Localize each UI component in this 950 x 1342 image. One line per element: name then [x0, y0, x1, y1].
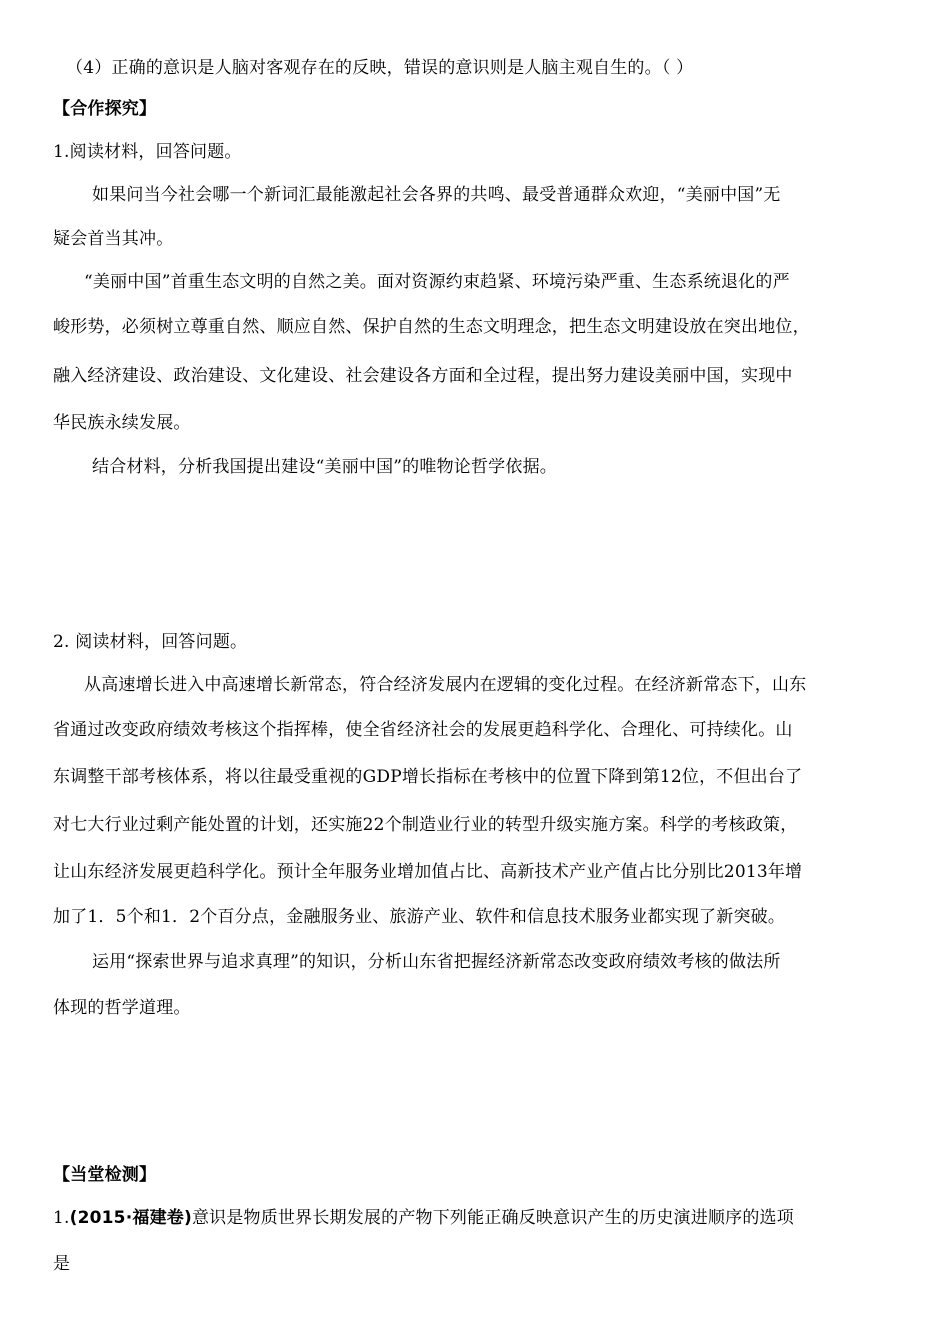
check-question-1 — [53, 1206, 898, 1230]
material-1-line-5: 融入经济建设、政治建设、文化建设、社会建设各方面和全过程，提出努力建设美丽中国，实现中 — [53, 366, 793, 386]
check-question-1-number: 1. — [53, 1208, 70, 1228]
material-2-line-5: 让山东经济发展更趋科学化。预计全年服务业增加值占比、高新技术产业产值占比分别比2013年增 — [53, 862, 803, 882]
question-1-ask: 结合材料，分析我国提出建设“美丽中国”的唯物论哲学依据。 — [92, 457, 557, 477]
question-2-prompt: 2. 阅读材料，回答问题。 — [53, 632, 248, 652]
material-2-line-4: 对七大行业过剩产能处置的计划，还实施22个制造业行业的转型升级实施方案。科学的考核政策， — [53, 815, 798, 835]
material-1-line-6: 华民族永续发展。 — [53, 413, 191, 433]
material-2-line-1: 从高速增长进入中高速增长新常态，符合经济发展内在逻辑的变化过程。在经济新常态下，山东 — [84, 675, 807, 695]
material-1-line-3: “美丽中国”首重生态文明的自然之美。面对资源约束趋紧、环境污染严重、生态系统退化的严 — [84, 272, 790, 292]
material-1-line-1: 如果问当今社会哪一个新词汇最能激起社会各界的共鸣、最受普通群众欢迎，“美丽中国”无 — [92, 185, 781, 205]
section-heading-check: 【当堂检测】 — [53, 1165, 157, 1185]
question-2-ask-line-1: 运用“探索世界与追求真理”的知识，分析山东省把握经济新常态改变政府绩效考核的做法所 — [92, 952, 781, 972]
check-question-1-cont: 是 — [53, 1254, 71, 1274]
section-heading-cooperate: 【合作探究】 — [53, 99, 157, 119]
check-question-1-source: (2015·福建卷) — [69, 1208, 192, 1228]
question-2-ask-line-2: 体现的哲学道理。 — [53, 998, 191, 1018]
question-1-prompt: 1.阅读材料，回答问题。 — [53, 142, 242, 162]
material-2-line-3: 东调整干部考核体系，将以往最受重视的GDP增长指标在考核中的位置下降到第12位，不但出台了 — [53, 767, 803, 787]
material-2-line-2: 省通过改变政府绩效考核这个指挥棒，使全省经济社会的发展更趋科学化、合理化、可持续化。山 — [53, 720, 793, 740]
judge-item-4: （4）正确的意识是人脑对客观存在的反映，错误的意识则是人脑主观自生的。（ ） — [66, 58, 694, 78]
check-question-1-text: 意识是物质世界长期发展的产物下列能正确反映意识产生的历史演进顺序的选项 — [191, 1208, 794, 1228]
material-2-line-6: 加了1．5个和1．2个百分点，金融服务业、旅游产业、软件和信息技术服务业都实现了新突破。 — [53, 907, 786, 927]
material-1-line-2: 疑会首当其冲。 — [53, 229, 174, 249]
material-1-line-4: 峻形势，必须树立尊重自然、顺应自然、保护自然的生态文明理念，把生态文明建设放在突出地位， — [53, 317, 810, 337]
